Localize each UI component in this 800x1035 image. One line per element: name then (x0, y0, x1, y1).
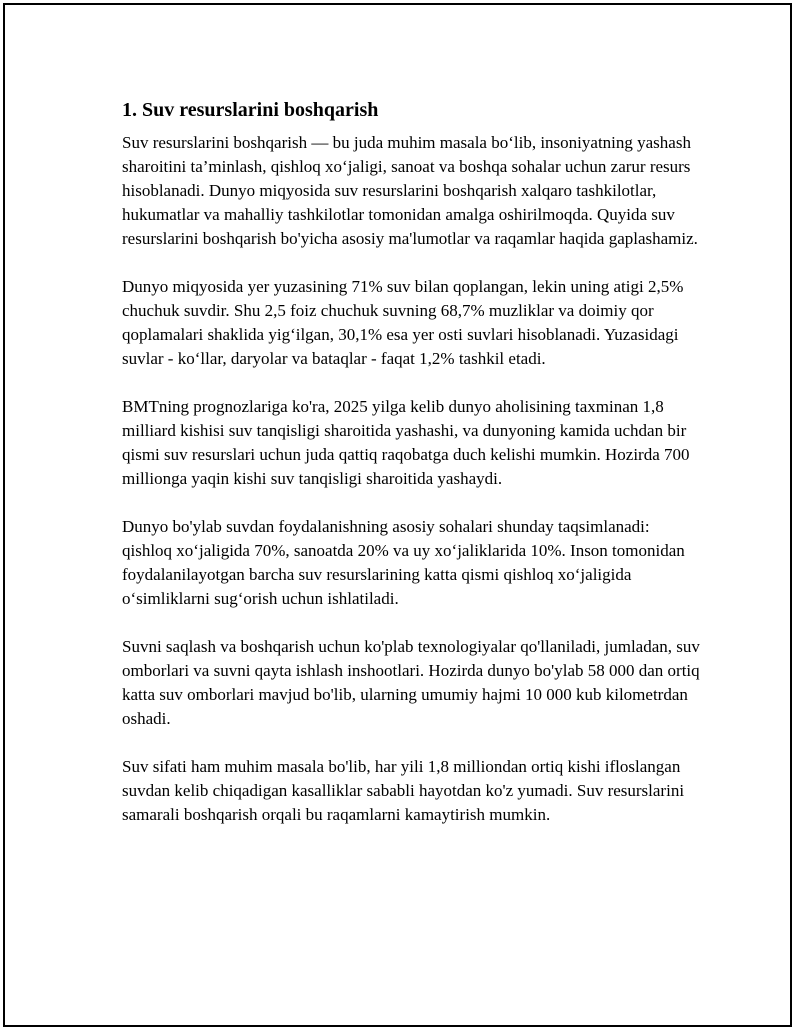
paragraph-water-coverage: Dunyo miqyosida yer yuzasining 71% suv bilan qoplangan, lekin uning atigi 2,5% chuchuk suvdir. Shu 2,5 foiz chuchuk suvning 68,7% muzliklar va doimiy qor qoplamalari shaklida yig‘ilgan, 30,1% esa yer osti suvlari hisoblanadi. Yuzasidagi suvlar - ko‘llar, daryolar va bataqlar - faqat 1,2% tashkil etadi. (122, 277, 684, 368)
paragraph-water-usage: Dunyo bo'ylab suvdan foydalanishning asosiy sohalari shunday taqsimlanadi: qishloq xo‘jaligida 70%, sanoatda 20% va uy xo‘jaliklarida 10%. Inson tomonidan foydalanilayotgan barcha suv resurslarining katta qismi qishloq xo‘jaligida o‘simliklarni sug‘orish uchun ishlatiladi. (122, 517, 685, 608)
paragraph-water-quality: Suv sifati ham muhim masala bo'lib, har yili 1,8 milliondan ortiq kishi ifloslangan suvdan kelib chiqadigan kasalliklar sababli hayotdan ko'z yumadi. Suv resurslarini samarali boshqarish orqali bu raqamlarni kamaytirish mumkin. (122, 757, 685, 824)
section-heading: 1. Suv resurslarini boshqarish (122, 99, 379, 121)
paragraph-intro: Suv resurslarini boshqarish — bu juda muhim masala bo‘lib, insoniyatning yashash sharoitini ta’minlash, qishloq xo‘jaligi, sanoat va boshqa sohalar uchun zarur resurs hisoblanadi. Dunyo miqyosida suv resurslarini boshqarish xalqaro tashkilotlar, hukumatlar va mahalliy tashkilotlar tomonidan amalga oshirilmoqda. Quyida suv resurslarini boshqarish bo'yicha asosiy ma'lumotlar va raqamlar haqida gaplashamiz. (122, 133, 698, 248)
paragraph-reservoirs: Suvni saqlash va boshqarish uchun ko'plab texnologiyalar qo'llaniladi, jumladan, suv omborlari va suvni qayta ishlash inshootlari. Hozirda dunyo bo'ylab 58 000 dan ortiq katta suv omborlari mavjud bo'lib, ularning umumiy hajmi 10 000 kub kilometrdan oshadi. (122, 637, 700, 728)
page-frame (3, 3, 792, 1027)
document-body (122, 97, 702, 851)
paragraph-un-forecast: BMTning prognozlariga ko'ra, 2025 yilga kelib dunyo aholisining taxminan 1,8 milliard kishisi suv tanqisligi sharoitida yashashi, va dunyoning kamida uchdan bir qismi suv resurslari uchun juda qattiq raqobatga duch kelishi mumkin. Hozirda 700 millionga yaqin kishi suv tanqisligi sharoitida yashaydi. (122, 397, 690, 488)
